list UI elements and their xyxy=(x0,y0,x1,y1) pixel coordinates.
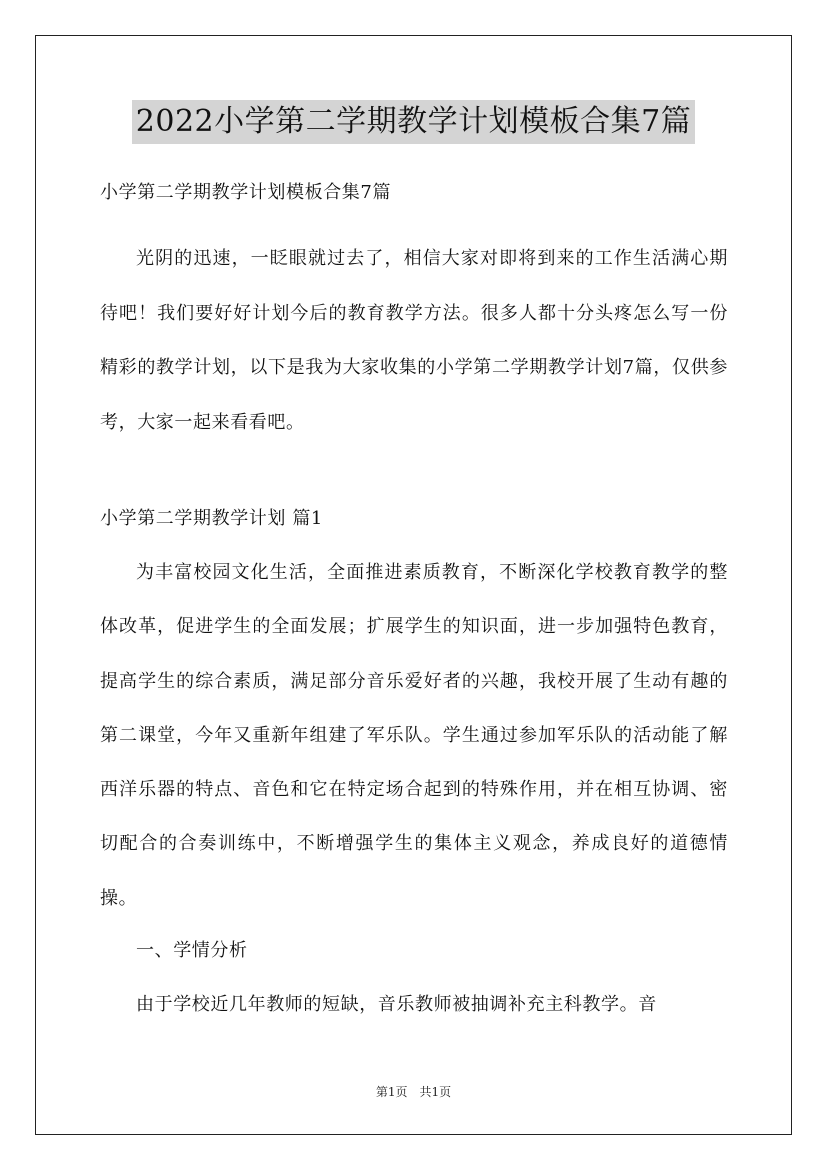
analysis-paragraph: 由于学校近几年教师的短缺，音乐教师被抽调补充主科教学。音 xyxy=(136,994,657,1015)
section-paragraph: 为丰富校园文化生活，全面推进素质教育，不断深化学校教育教学的整体改革，促进学生的全面发展；扩展学生的知识面，进一步加强特色教育，提高学生的综合素质，满足部分音乐爱好者的兴趣，我校开展了生动有趣的第二课堂，今年又重新年组建了军乐队。学生通过参加军乐队的活动能了解西洋乐器的特点、音色和它在特定场合起到的特殊作用，并在相互协调、密切配合的合奏训练中，不断增强学生的集体主义观念，养成良好的道德情操。 xyxy=(100,562,728,909)
page-footer: 第1页 共1页 xyxy=(375,1085,452,1099)
subheading-analysis: 一、学情分析 xyxy=(136,940,248,961)
title-container xyxy=(0,100,827,144)
intro-paragraph: 光阴的迅速，一眨眼就过去了，相信大家对即将到来的工作生活满心期待吧！我们要好好计划今后的教育教学方法。很多人都十分头疼怎么写一份精彩的教学计划，以下是我为大家收集的小学第二学期教学计划7篇，仅供参考，大家一起来看看吧。 xyxy=(100,248,728,433)
document-subtitle: 小学第二学期教学计划模板合集7篇 xyxy=(100,182,392,203)
document-title: 2022小学第二学期教学计划模板合集7篇 xyxy=(132,100,695,144)
section-heading: 小学第二学期教学计划 篇1 xyxy=(100,508,323,529)
